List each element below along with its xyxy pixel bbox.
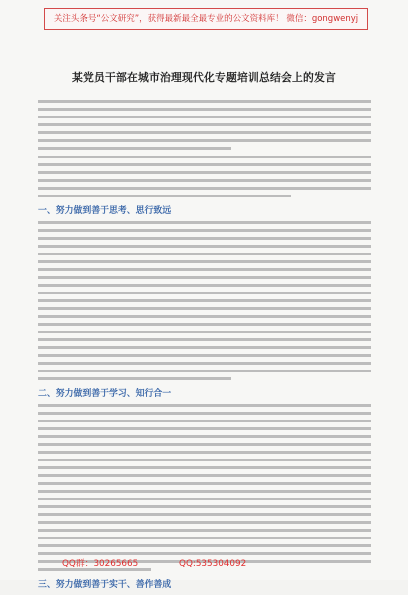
qq-contact: QQ:535304092 bbox=[179, 559, 247, 569]
top-banner: 关注头条号“公文研究”，获得最新最全最专业的公文资料库！ 微信：gongwenyj bbox=[44, 8, 368, 30]
paragraph-3 bbox=[38, 221, 371, 380]
paragraph-2 bbox=[38, 156, 371, 198]
section-heading-2: 二、努力做到善于学习、知行合一 bbox=[38, 389, 172, 400]
paragraph-4 bbox=[38, 404, 371, 571]
section-heading-1: 一、努力做到善于思考、思行致远 bbox=[38, 206, 172, 217]
document-title: 某党员干部在城市治理现代化专题培训总结会上的发言 bbox=[72, 71, 336, 84]
section-heading-3: 三、努力做到善于实干、善作善成 bbox=[38, 579, 172, 590]
document-body bbox=[38, 96, 371, 595]
qq-group: QQ群：30265665 bbox=[62, 559, 139, 569]
footer-contacts bbox=[62, 556, 352, 570]
paragraph-1 bbox=[38, 100, 371, 150]
